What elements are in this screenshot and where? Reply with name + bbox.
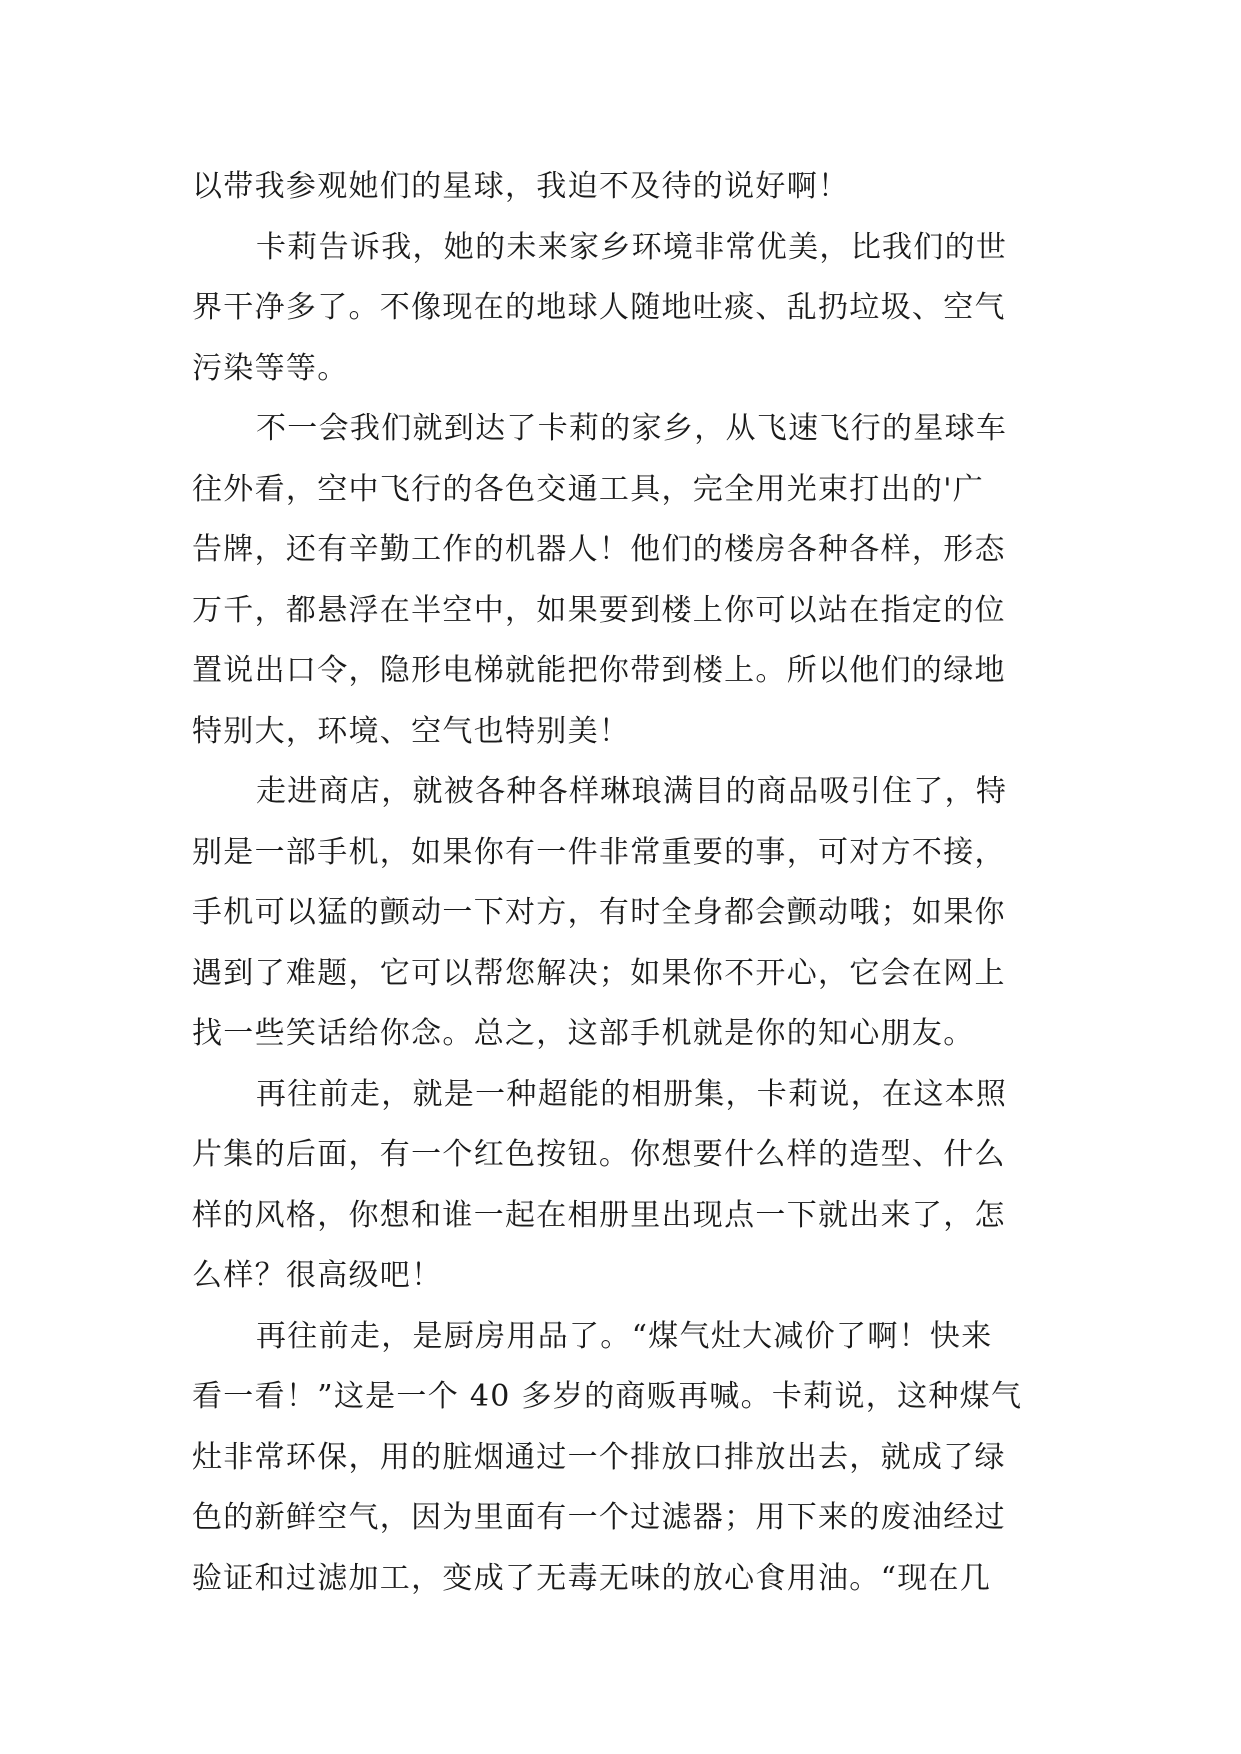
text-line: 验证和过滤加工，变成了无毒无味的放心食用油。“现在几 xyxy=(192,1560,992,1596)
text-line: 找一些笑话给你念。总之，这部手机就是你的知心朋友。 xyxy=(192,1016,975,1051)
text-line: 置说出口令，隐形电梯就能把你带到楼上。所以他们的绿地 xyxy=(192,653,1006,688)
paragraph-first-line: 卡莉告诉我，她的未来家乡环境非常优美，比我们的世 xyxy=(256,229,1008,265)
text-line: 手机可以猛的颤动一下对方，有时全身都会颤动哦；如果你 xyxy=(192,895,1006,930)
text-line: 灶非常环保，用的脏烟通过一个排放口排放出去，就成了绿 xyxy=(192,1439,1006,1475)
text-line: 污染等等。 xyxy=(192,350,349,386)
paragraph-first-line: 再往前走，是厨房用品了。“煤气灶大减价了啊！快来 xyxy=(256,1318,993,1354)
text-line: 告牌，还有辛勤工作的机器人！他们的楼房各种各样，形态 xyxy=(192,532,1006,567)
paragraph-first-line: 不一会我们就到达了卡莉的家乡，从飞速飞行的星球车 xyxy=(256,411,1008,446)
paragraph-first-line: 再往前走，就是一种超能的相册集，卡莉说，在这本照 xyxy=(256,1076,1008,1112)
text-line: 么样？很高级吧！ xyxy=(192,1258,443,1293)
text-line: 特别大，环境、空气也特别美！ xyxy=(192,713,631,749)
text-line: 别是一部手机，如果你有一件非常重要的事，可对方不接， xyxy=(192,834,1006,870)
text-line: 万千，都悬浮在半空中，如果要到楼上你可以站在指定的位 xyxy=(192,592,1006,628)
text-line: 往外看，空中飞行的各色交通工具，完全用光束打出的'广 xyxy=(192,471,985,507)
text-line: 样的风格，你想和谁一起在相册里出现点一下就出来了，怎 xyxy=(192,1197,1006,1233)
text-line: 界干净多了。不像现在的地球人随地吐痰、乱扔垃圾、空气 xyxy=(192,290,1006,325)
text-line: 片集的后面，有一个红色按钮。你想要什么样的造型、什么 xyxy=(192,1137,1006,1172)
paragraph-first-line: 走进商店，就被各种各样琳琅满目的商品吸引住了，特 xyxy=(256,774,1008,809)
text-line: 以带我参观她们的星球，我迫不及待的说好啊！ xyxy=(192,169,850,204)
text-line: 看一看！”这是一个 40 多岁的商贩再喊。卡莉说，这种煤气 xyxy=(192,1379,1023,1414)
body-text xyxy=(192,157,1052,1609)
text-line: 色的新鲜空气，因为里面有一个过滤器；用下来的废油经过 xyxy=(192,1500,1006,1535)
text-line: 遇到了难题，它可以帮您解决；如果你不开心，它会在网上 xyxy=(192,955,1006,991)
